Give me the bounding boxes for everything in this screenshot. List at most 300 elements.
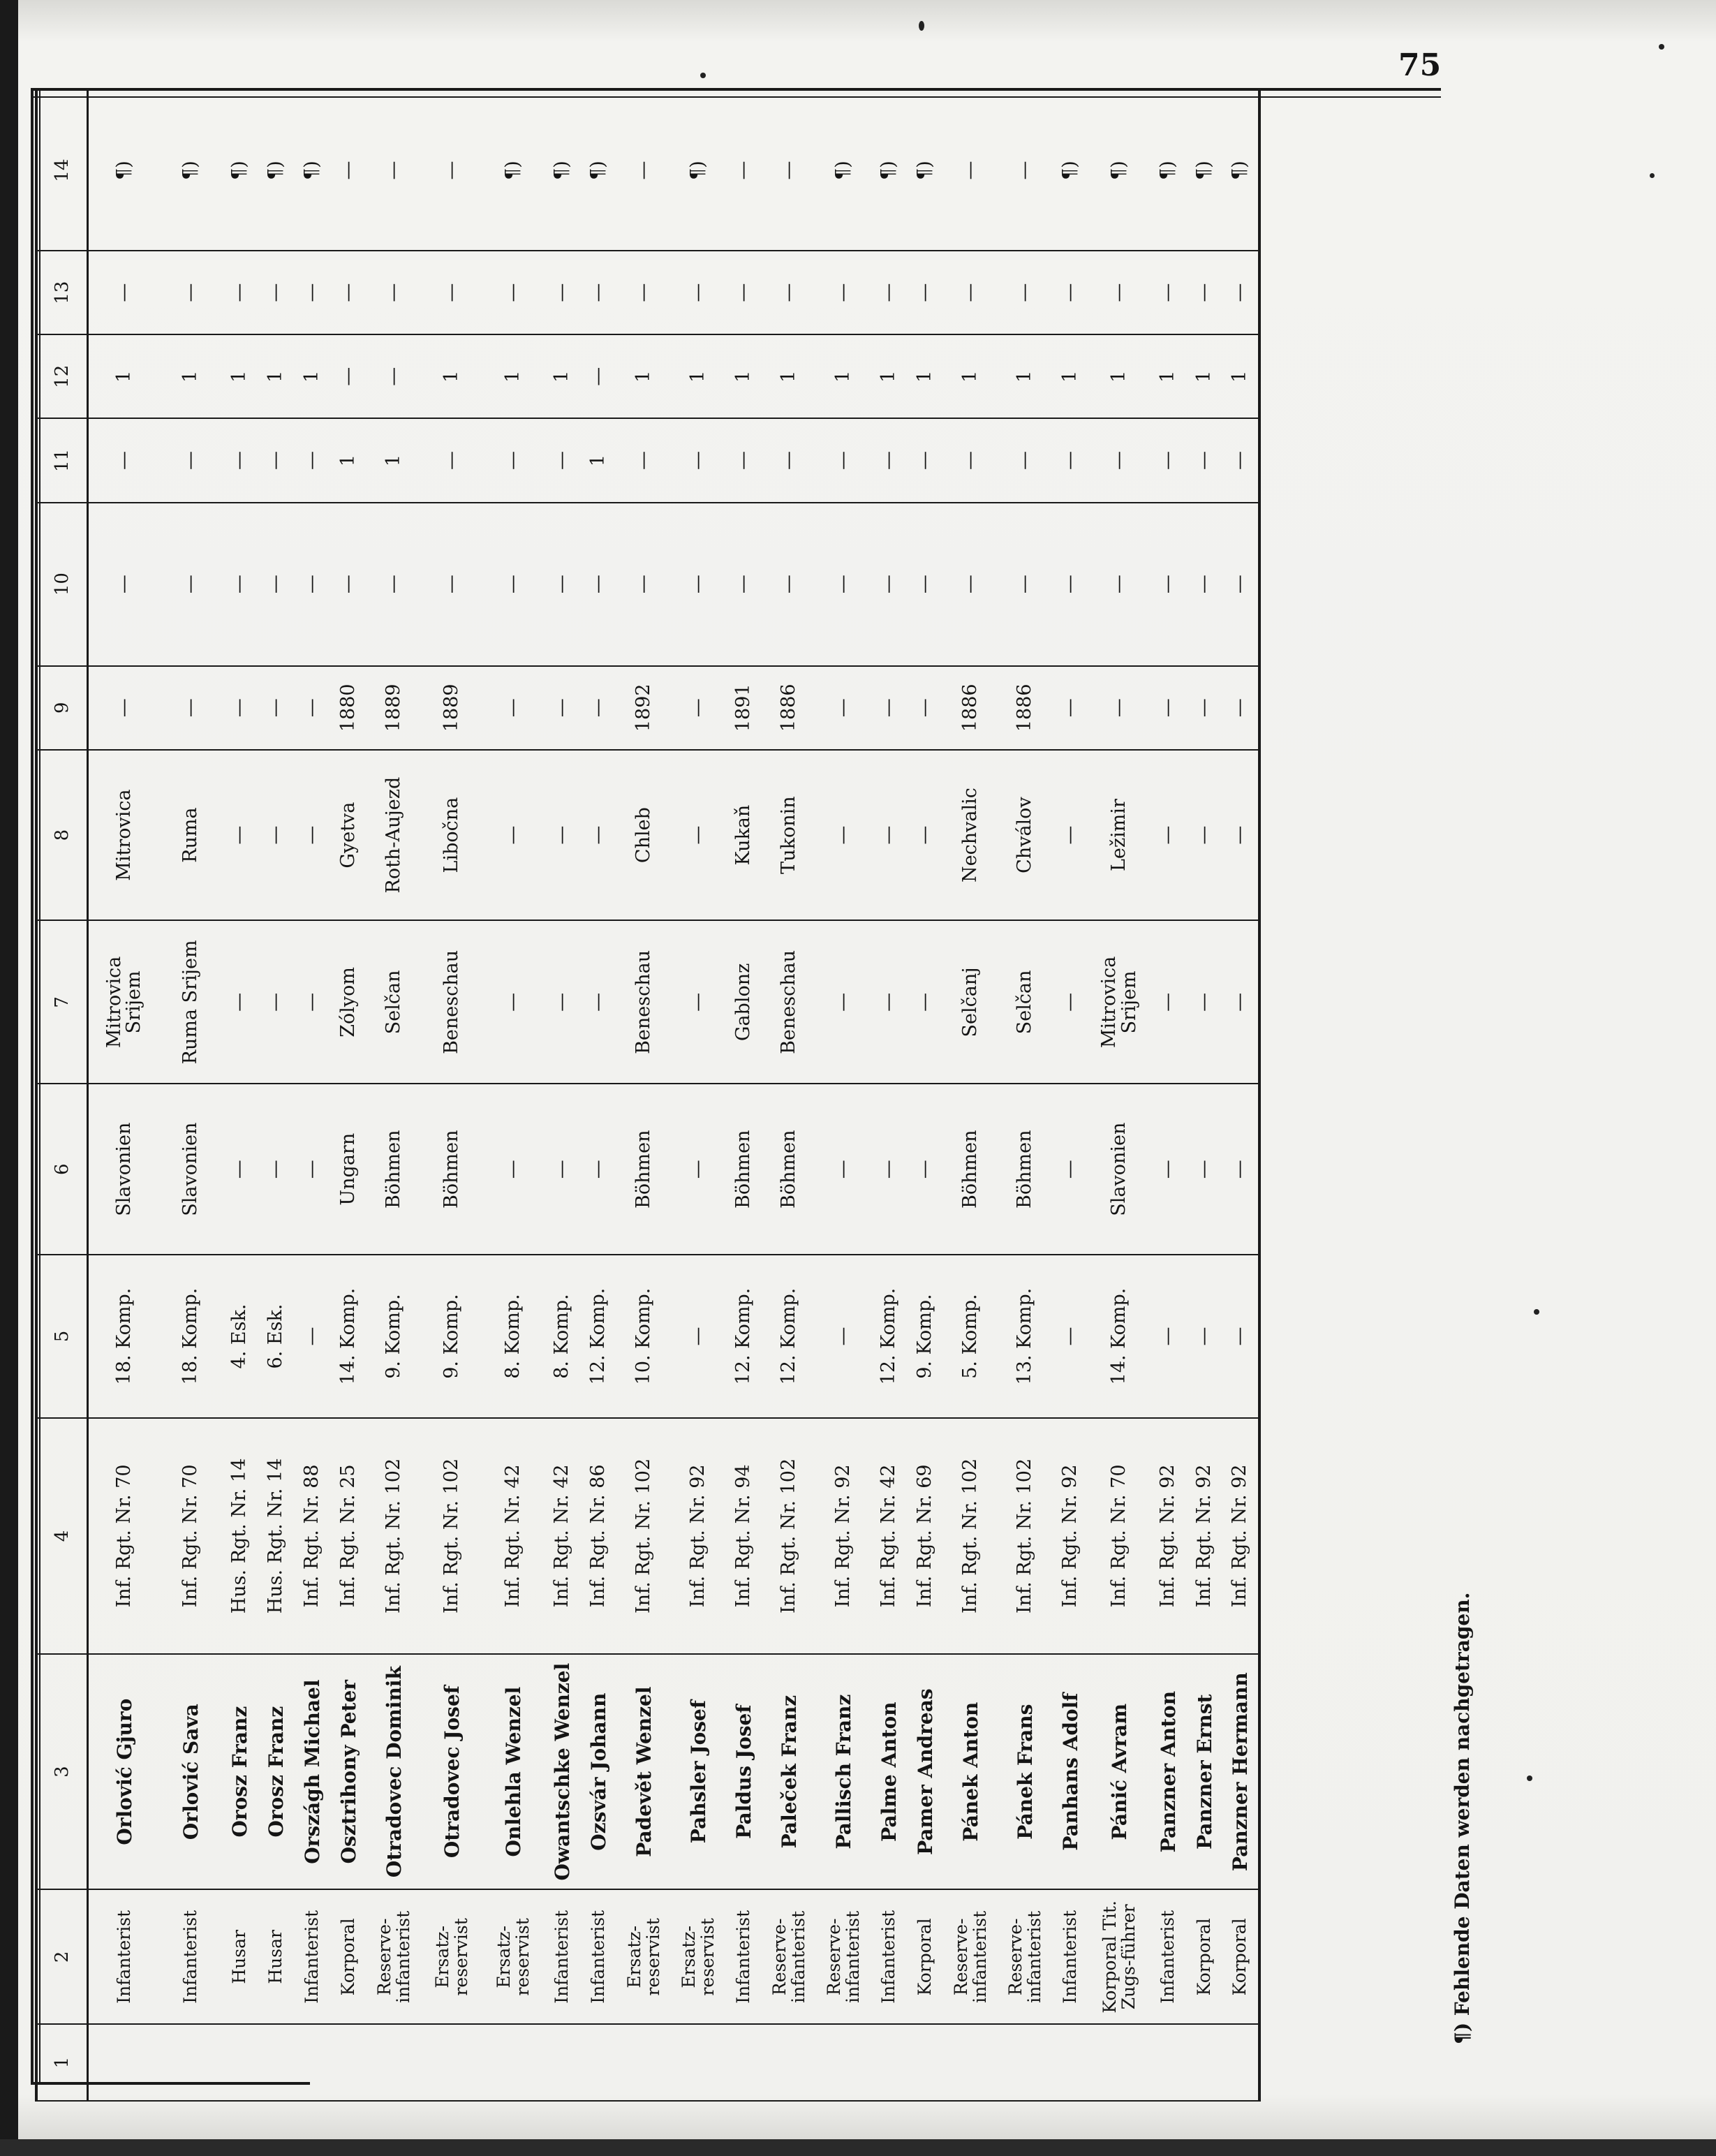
cell-col-7: Ruma Srijem	[161, 920, 222, 1084]
cell-col-6: —	[545, 1084, 581, 1254]
cell-col-11: 1	[581, 418, 617, 502]
cell-col-4: Inf. Rgt. Nr. 102	[617, 1418, 672, 1654]
cell-col-9: 1886	[944, 666, 998, 750]
cell-col-13: —	[1089, 251, 1151, 334]
cell-col-3: Panzner Anton	[1151, 1654, 1187, 1890]
cell-col-12: 1	[726, 334, 762, 418]
cell-col-2: Ersatz-reservist	[422, 1890, 483, 2025]
cell-col-14: ¶)	[1053, 90, 1089, 251]
cell-col-7: —	[483, 920, 545, 1084]
cell-col-13: —	[222, 251, 258, 334]
cell-col-10: —	[817, 503, 871, 666]
cell-col-6: Ungarn	[331, 1084, 367, 1254]
cell-col-10: —	[998, 503, 1053, 666]
cell-col-9: —	[672, 666, 726, 750]
cell-col-1	[1187, 2024, 1223, 2101]
cell-col-12: 1	[1187, 334, 1223, 418]
cell-col-5: 18. Komp.	[88, 1255, 161, 1418]
table-row	[1089, 90, 1151, 2101]
cell-col-14: ¶)	[1151, 90, 1187, 251]
column-header-4: 4	[36, 1418, 88, 1654]
cell-col-1	[295, 2024, 331, 2101]
cell-col-7: —	[1053, 920, 1089, 1084]
cell-col-4: Inf. Rgt. Nr. 92	[1187, 1418, 1223, 1654]
table-row	[617, 90, 672, 2101]
cell-col-1	[871, 2024, 908, 2101]
cell-col-5: —	[1187, 1255, 1223, 1418]
cell-col-11: —	[1151, 418, 1187, 502]
cell-col-7: —	[1151, 920, 1187, 1084]
cell-col-6: —	[295, 1084, 331, 1254]
cell-col-2: Reserve-infanterist	[944, 1890, 998, 2025]
cell-col-2: Ersatz-reservist	[672, 1890, 726, 2025]
cell-col-11: —	[1187, 418, 1223, 502]
cell-col-10: —	[161, 503, 222, 666]
cell-col-2: Infanterist	[726, 1890, 762, 2025]
cell-col-1	[483, 2024, 545, 2101]
cell-col-5: 9. Komp.	[367, 1255, 422, 1418]
cell-col-2: Ersatz-reservist	[483, 1890, 545, 2025]
column-header-6: 6	[36, 1084, 88, 1254]
cell-col-3: Pahsler Josef	[672, 1654, 726, 1890]
cell-col-1	[331, 2024, 367, 2101]
table-row	[483, 90, 545, 2101]
cell-col-11: —	[908, 418, 944, 502]
cell-col-4: Inf. Rgt. Nr. 86	[581, 1418, 617, 1654]
cell-col-14: ¶)	[88, 90, 161, 251]
cell-col-1	[1151, 2024, 1187, 2101]
cell-col-5: 9. Komp.	[422, 1255, 483, 1418]
cell-col-8: —	[295, 750, 331, 920]
cell-col-10: —	[672, 503, 726, 666]
cell-col-10: —	[88, 503, 161, 666]
cell-col-11: —	[617, 418, 672, 502]
cell-col-13: —	[1053, 251, 1089, 334]
cell-col-6: Böhmen	[944, 1084, 998, 1254]
cell-col-4: Inf. Rgt. Nr. 102	[762, 1418, 817, 1654]
cell-col-7: —	[1187, 920, 1223, 1084]
cell-col-5: 10. Komp.	[617, 1255, 672, 1418]
cell-col-4: Inf. Rgt. Nr. 92	[1053, 1418, 1089, 1654]
cell-col-1	[998, 2024, 1053, 2101]
cell-col-5: —	[1151, 1255, 1187, 1418]
cell-col-3: Pallisch Franz	[817, 1654, 871, 1890]
cell-col-14: —	[617, 90, 672, 251]
cell-col-2: Infanterist	[1151, 1890, 1187, 2025]
cell-col-13: —	[1151, 251, 1187, 334]
cell-col-7: —	[295, 920, 331, 1084]
cell-col-7: Beneschau	[422, 920, 483, 1084]
cell-col-3: Onlehla Wenzel	[483, 1654, 545, 1890]
cell-col-5: 12. Komp.	[871, 1255, 908, 1418]
cell-col-8: Libočna	[422, 750, 483, 920]
table-row	[1187, 90, 1223, 2101]
cell-col-12: 1	[1151, 334, 1187, 418]
cell-col-13: —	[617, 251, 672, 334]
cell-col-12: 1	[871, 334, 908, 418]
cell-col-11: —	[88, 418, 161, 502]
cell-col-11: —	[998, 418, 1053, 502]
cell-col-2: Korporal	[1223, 1890, 1259, 2025]
column-header-11: 11	[36, 418, 88, 502]
cell-col-9: —	[1053, 666, 1089, 750]
cell-col-8: Ruma	[161, 750, 222, 920]
cell-col-7: Beneschau	[617, 920, 672, 1084]
cell-col-13: —	[545, 251, 581, 334]
cell-col-11: —	[483, 418, 545, 502]
cell-col-7: —	[581, 920, 617, 1084]
cell-col-4: Hus. Rgt. Nr. 14	[258, 1418, 295, 1654]
cell-col-8: —	[581, 750, 617, 920]
table-body	[88, 90, 1259, 2101]
cell-col-5: 12. Komp.	[581, 1255, 617, 1418]
cell-col-3: Orosz Franz	[222, 1654, 258, 1890]
cell-col-10: —	[545, 503, 581, 666]
cell-col-8: —	[483, 750, 545, 920]
table-row	[422, 90, 483, 2101]
cell-col-4: Inf. Rgt. Nr. 102	[422, 1418, 483, 1654]
table-row	[581, 90, 617, 2101]
cell-col-4: Inf. Rgt. Nr. 92	[817, 1418, 871, 1654]
cell-col-13: —	[367, 251, 422, 334]
cell-col-3: Owantschke Wenzel	[545, 1654, 581, 1890]
cell-col-6: Böhmen	[998, 1084, 1053, 1254]
cell-col-10: —	[617, 503, 672, 666]
cell-col-14: —	[998, 90, 1053, 251]
table-row	[367, 90, 422, 2101]
cell-col-7: Mitrovica Srijem	[1089, 920, 1151, 1084]
cell-col-7: —	[222, 920, 258, 1084]
cell-col-8: Nechvalic	[944, 750, 998, 920]
cell-col-14: —	[726, 90, 762, 251]
column-header-7: 7	[36, 920, 88, 1084]
column-header-14: 14	[36, 90, 88, 251]
cell-col-5: 12. Komp.	[762, 1255, 817, 1418]
cell-col-9: —	[295, 666, 331, 750]
cell-col-4: Inf. Rgt. Nr. 70	[1089, 1418, 1151, 1654]
cell-col-14: ¶)	[1223, 90, 1259, 251]
cell-col-2: Husar	[222, 1890, 258, 2025]
cell-col-10: —	[726, 503, 762, 666]
cell-col-13: —	[331, 251, 367, 334]
cell-col-3: Panzner Ernst	[1187, 1654, 1223, 1890]
cell-col-6: Slavonien	[161, 1084, 222, 1254]
cell-col-1	[258, 2024, 295, 2101]
print-speck	[919, 21, 924, 31]
cell-col-2: Infanterist	[581, 1890, 617, 2025]
cell-col-13: —	[88, 251, 161, 334]
cell-col-8: Chleb	[617, 750, 672, 920]
cell-col-11: —	[161, 418, 222, 502]
cell-col-10: —	[1187, 503, 1223, 666]
cell-col-8: Mitrovica	[88, 750, 161, 920]
cell-col-4: Inf. Rgt. Nr. 69	[908, 1418, 944, 1654]
footnote: ¶) Fehlende Daten werden nachgetragen.	[1451, 1592, 1474, 2044]
cell-col-2: Infanterist	[161, 1890, 222, 2025]
cell-col-6: —	[871, 1084, 908, 1254]
cell-col-5: 4. Esk.	[222, 1255, 258, 1418]
cell-col-12: 1	[762, 334, 817, 418]
cell-col-7: Mitrovica Srijem	[88, 920, 161, 1084]
cell-col-12: 1	[222, 334, 258, 418]
cell-col-4: Inf. Rgt. Nr. 42	[545, 1418, 581, 1654]
cell-col-1	[422, 2024, 483, 2101]
cell-col-3: Palme Anton	[871, 1654, 908, 1890]
cell-col-7: Beneschau	[762, 920, 817, 1084]
cell-col-13: —	[944, 251, 998, 334]
cell-col-12: 1	[998, 334, 1053, 418]
cell-col-10: —	[1089, 503, 1151, 666]
cell-col-5: 14. Komp.	[331, 1255, 367, 1418]
cell-col-10: —	[222, 503, 258, 666]
cell-col-11: —	[871, 418, 908, 502]
cell-col-13: —	[908, 251, 944, 334]
cell-col-12: 1	[161, 334, 222, 418]
cell-col-12: 1	[483, 334, 545, 418]
cell-col-8: Gyetva	[331, 750, 367, 920]
cell-col-6: —	[581, 1084, 617, 1254]
cell-col-13: —	[672, 251, 726, 334]
cell-col-4: Inf. Rgt. Nr. 42	[871, 1418, 908, 1654]
cell-col-6: Slavonien	[1089, 1084, 1151, 1254]
cell-col-14: —	[367, 90, 422, 251]
table-row	[1053, 90, 1089, 2101]
table-row	[672, 90, 726, 2101]
cell-col-9: —	[161, 666, 222, 750]
cell-col-9: —	[483, 666, 545, 750]
cell-col-10: —	[871, 503, 908, 666]
table-row	[998, 90, 1053, 2101]
cell-col-12: —	[367, 334, 422, 418]
cell-col-12: 1	[88, 334, 161, 418]
cell-col-2: Reserve-infanterist	[762, 1890, 817, 2025]
cell-col-2: Infanterist	[1053, 1890, 1089, 2025]
cell-col-4: Inf. Rgt. Nr. 42	[483, 1418, 545, 1654]
cell-col-13: —	[1187, 251, 1223, 334]
outer-frame-line	[31, 88, 34, 2085]
table-row	[295, 90, 331, 2101]
cell-col-9: —	[908, 666, 944, 750]
cell-col-6: —	[222, 1084, 258, 1254]
column-header-3: 3	[36, 1654, 88, 1890]
cell-col-3: Pánek Frans	[998, 1654, 1053, 1890]
cell-col-1	[908, 2024, 944, 2101]
cell-col-1	[581, 2024, 617, 2101]
table-row	[726, 90, 762, 2101]
cell-col-9: —	[1223, 666, 1259, 750]
cell-col-12: 1	[1223, 334, 1259, 418]
cell-col-6: —	[1187, 1084, 1223, 1254]
cell-col-14: ¶)	[817, 90, 871, 251]
cell-col-11: —	[817, 418, 871, 502]
cell-col-11: —	[762, 418, 817, 502]
cell-col-10: —	[762, 503, 817, 666]
cell-col-14: ¶)	[672, 90, 726, 251]
cell-col-2: Infanterist	[295, 1890, 331, 2025]
cell-col-9: 1889	[367, 666, 422, 750]
cell-col-8: —	[908, 750, 944, 920]
cell-col-9: —	[581, 666, 617, 750]
cell-col-1	[545, 2024, 581, 2101]
cell-col-4: Inf. Rgt. Nr. 88	[295, 1418, 331, 1654]
cell-col-7: —	[908, 920, 944, 1084]
cell-col-5: —	[672, 1255, 726, 1418]
cell-col-12: 1	[672, 334, 726, 418]
cell-col-2: Korporal	[1187, 1890, 1223, 2025]
cell-col-10: —	[258, 503, 295, 666]
cell-col-8: Roth-Aujezd	[367, 750, 422, 920]
cell-col-1	[762, 2024, 817, 2101]
cell-col-1	[726, 2024, 762, 2101]
cell-col-13: —	[483, 251, 545, 334]
cell-col-1	[222, 2024, 258, 2101]
cell-col-10: —	[944, 503, 998, 666]
cell-col-9: 1891	[726, 666, 762, 750]
cell-col-14: —	[762, 90, 817, 251]
cell-col-9: —	[222, 666, 258, 750]
cell-col-9: —	[1187, 666, 1223, 750]
cell-col-10: —	[1053, 503, 1089, 666]
cell-col-6: —	[258, 1084, 295, 1254]
print-speck	[1659, 44, 1664, 50]
cell-col-11: —	[1053, 418, 1089, 502]
cell-col-4: Inf. Rgt. Nr. 92	[1223, 1418, 1259, 1654]
cell-col-8: —	[1187, 750, 1223, 920]
cell-col-12: 1	[1053, 334, 1089, 418]
table-row	[817, 90, 871, 2101]
cell-col-2: Reserve-infanterist	[817, 1890, 871, 2025]
cell-col-8: —	[871, 750, 908, 920]
cell-col-4: Inf. Rgt. Nr. 25	[331, 1418, 367, 1654]
cell-col-10: —	[331, 503, 367, 666]
cell-col-7: —	[1223, 920, 1259, 1084]
cell-col-3: Országh Michael	[295, 1654, 331, 1890]
cell-col-14: ¶)	[581, 90, 617, 251]
cell-col-7: —	[817, 920, 871, 1084]
cell-col-10: —	[581, 503, 617, 666]
cell-col-14: —	[944, 90, 998, 251]
cell-col-5: 8. Komp.	[545, 1255, 581, 1418]
cell-col-4: Inf. Rgt. Nr. 102	[998, 1418, 1053, 1654]
cell-col-7: Zólyom	[331, 920, 367, 1084]
cell-col-11: 1	[367, 418, 422, 502]
cell-col-7: Selčan	[998, 920, 1053, 1084]
cell-col-9: 1886	[762, 666, 817, 750]
cell-col-14: ¶)	[483, 90, 545, 251]
cell-col-11: —	[726, 418, 762, 502]
cell-col-3: Otradovec Dominik	[367, 1654, 422, 1890]
cell-col-5: 12. Komp.	[726, 1255, 762, 1418]
cell-col-10: —	[422, 503, 483, 666]
cell-col-3: Orlović Sava	[161, 1654, 222, 1890]
table-row	[258, 90, 295, 2101]
cell-col-8: —	[222, 750, 258, 920]
column-header-10: 10	[36, 503, 88, 666]
cell-col-5: 8. Komp.	[483, 1255, 545, 1418]
cell-col-10: —	[295, 503, 331, 666]
cell-col-3: Paleček Franz	[762, 1654, 817, 1890]
cell-col-2: Husar	[258, 1890, 295, 2025]
cell-col-6: Böhmen	[762, 1084, 817, 1254]
register-table	[35, 89, 1261, 2102]
cell-col-14: ¶)	[258, 90, 295, 251]
cell-col-8: —	[1151, 750, 1187, 920]
cell-col-11: 1	[331, 418, 367, 502]
cell-col-5: 9. Komp.	[908, 1255, 944, 1418]
cell-col-9: —	[545, 666, 581, 750]
cell-col-14: ¶)	[1089, 90, 1151, 251]
cell-col-10: —	[483, 503, 545, 666]
cell-col-11: —	[944, 418, 998, 502]
table-row	[871, 90, 908, 2101]
cell-col-13: —	[422, 251, 483, 334]
cell-col-2: Korporal Tit. Zugs-führer	[1089, 1890, 1151, 2025]
cell-col-10: —	[367, 503, 422, 666]
cell-col-3: Pánek Anton	[944, 1654, 998, 1890]
cell-col-3: Ozsvár Johann	[581, 1654, 617, 1890]
cell-col-5: 18. Komp.	[161, 1255, 222, 1418]
cell-col-13: —	[726, 251, 762, 334]
cell-col-7: —	[672, 920, 726, 1084]
cell-col-2: Reserve-infanterist	[998, 1890, 1053, 2025]
table-row	[908, 90, 944, 2101]
print-speck	[700, 73, 706, 78]
cell-col-4: Inf. Rgt. Nr. 102	[944, 1418, 998, 1654]
cell-col-11: —	[1223, 418, 1259, 502]
cell-col-8: —	[817, 750, 871, 920]
cell-col-1	[1053, 2024, 1089, 2101]
cell-col-1	[88, 2024, 161, 2101]
cell-col-12: 1	[258, 334, 295, 418]
cell-col-11: —	[222, 418, 258, 502]
cell-col-11: —	[295, 418, 331, 502]
cell-col-6: —	[817, 1084, 871, 1254]
cell-col-12: 1	[295, 334, 331, 418]
cell-col-14: —	[331, 90, 367, 251]
cell-col-2: Infanterist	[545, 1890, 581, 2025]
cell-col-2: Reserve-infanterist	[367, 1890, 422, 2025]
cell-col-4: Inf. Rgt. Nr. 92	[1151, 1418, 1187, 1654]
cell-col-5: —	[1223, 1255, 1259, 1418]
cell-col-12: 1	[617, 334, 672, 418]
cell-col-14: —	[422, 90, 483, 251]
cell-col-6: —	[908, 1084, 944, 1254]
cell-col-5: 13. Komp.	[998, 1255, 1053, 1418]
cell-col-3: Pánić Avram	[1089, 1654, 1151, 1890]
column-header-2: 2	[36, 1890, 88, 2025]
cell-col-14: ¶)	[545, 90, 581, 251]
cell-col-14: ¶)	[295, 90, 331, 251]
cell-col-6: —	[672, 1084, 726, 1254]
cell-col-9: 1880	[331, 666, 367, 750]
cell-col-13: —	[871, 251, 908, 334]
cell-col-11: —	[545, 418, 581, 502]
cell-col-13: —	[295, 251, 331, 334]
cell-col-8: Kukaň	[726, 750, 762, 920]
table-row	[545, 90, 581, 2101]
cell-col-11: —	[422, 418, 483, 502]
cell-col-12: 1	[817, 334, 871, 418]
table-row	[331, 90, 367, 2101]
cell-col-12: 1	[1089, 334, 1151, 418]
cell-col-9: 1889	[422, 666, 483, 750]
cell-col-5: 6. Esk.	[258, 1255, 295, 1418]
cell-col-14: ¶)	[871, 90, 908, 251]
cell-col-13: —	[1223, 251, 1259, 334]
cell-col-3: Orlović Gjuro	[88, 1654, 161, 1890]
cell-col-6: Böhmen	[367, 1084, 422, 1254]
cell-col-13: —	[762, 251, 817, 334]
